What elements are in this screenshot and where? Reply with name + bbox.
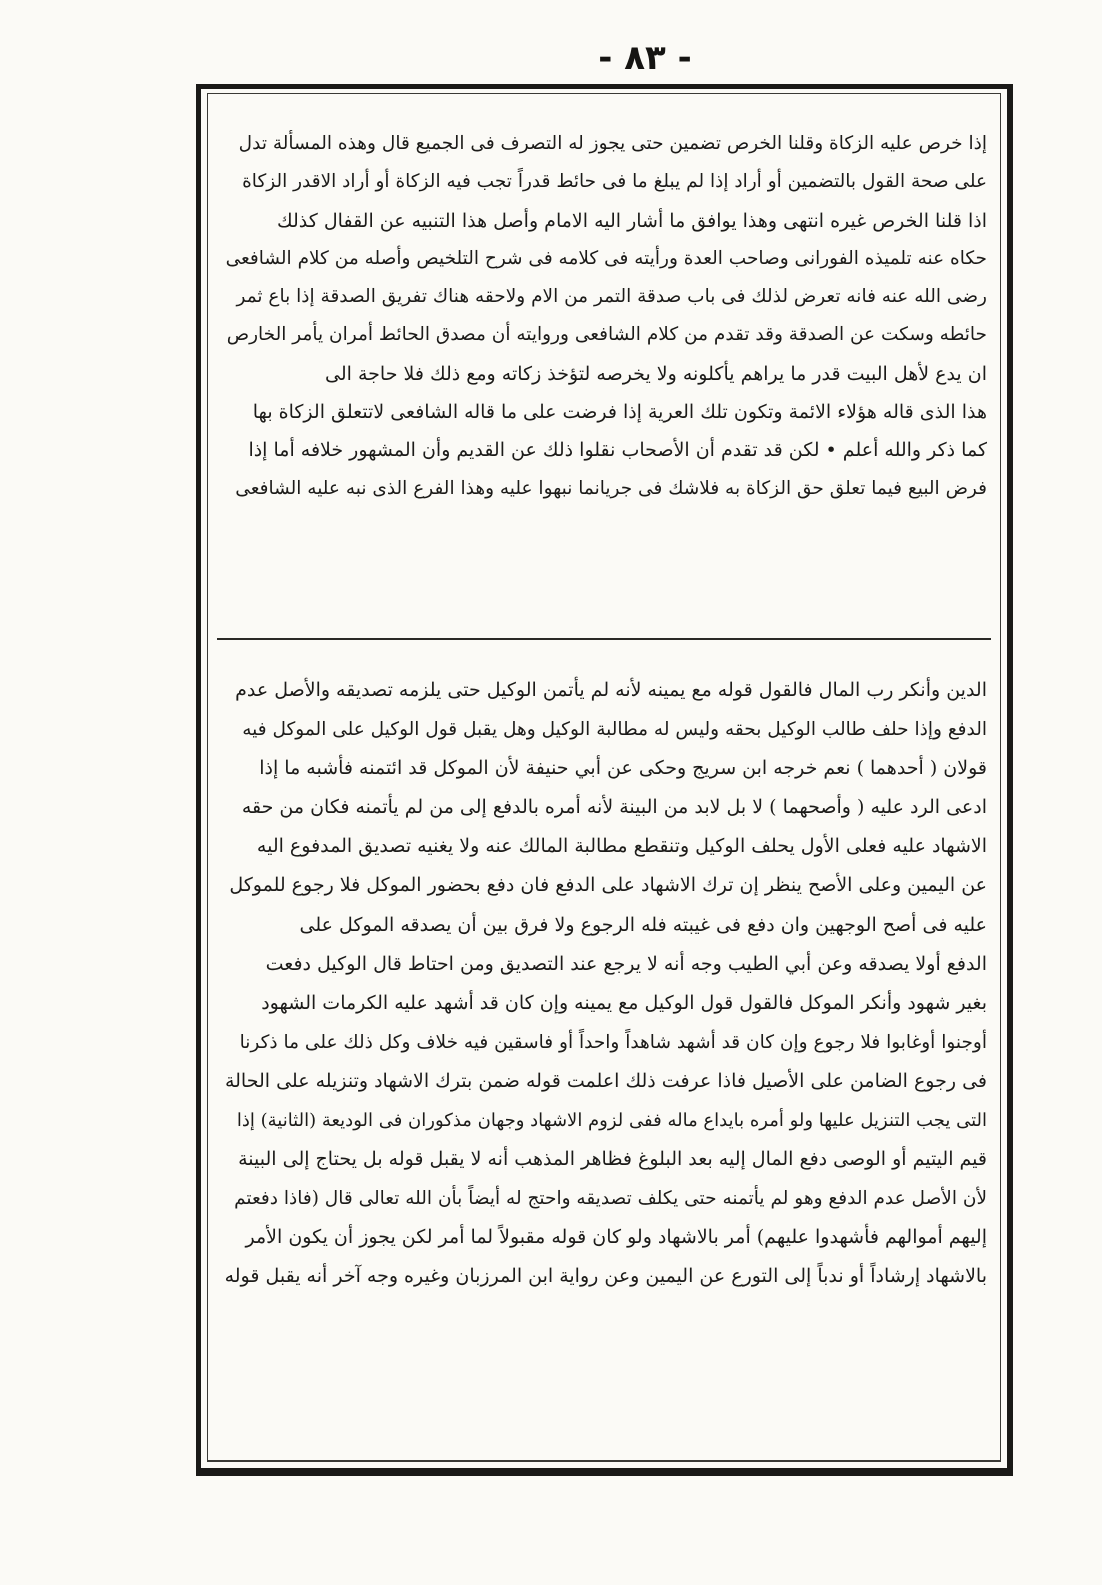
text-line: ادعى الرد عليه ( وأصحهما ) لا بل لابد من البينة لأنه أمره بالدفع إلى من لم يأتمنه فكان من حقه (241, 796, 987, 819)
text-line: فرض البيع فيما تعلق حق الزكاة به فلاشك فى جريانما نبهوا عليه وهذا الفرع الذى نبه عليه الشافعى (235, 477, 987, 499)
text-line: أوجنوا أوغابوا فلا رجوع وإن كان قد أشهد شاهداً واحداً أو فاسقين فيه خلاف وكل ذلك على ما ذكرنا (239, 1031, 987, 1053)
text-line: كما ذكر والله أعلم • لكن قد تقدم أن الأصحاب نقلوا ذلك عن القديم وأن المشهور خلافه أما إذا (248, 439, 987, 462)
text-line: هذا الذى قاله هؤلاء الائمة وتكون تلك العرية إذا فرضت على ما قاله الشافعى لاتتعلق الزكاة بها (252, 401, 987, 424)
text-line: حكاه عنه تلميذه الفورانى وصاحب العدة ورأيته فى كلامه فى شرح التلخيص وأصله من كلام الشافعى (225, 247, 987, 269)
text-line: بالاشهاد إرشاداً أو ندباً إلى التورع عن اليمين وعن رواية ابن المرزبان وغيره وجه آخر أنه يقبل قوله (224, 1265, 987, 1288)
text-line: حائطه وسكت عن الصدقة وقد تقدم من كلام الشافعى وروايته أن مصدق الحائط أمران يأمر الخارص (226, 324, 987, 346)
text-line: التى يجب التنزيل عليها ولو أمره بايداع ماله ففى لزوم الاشهاد وجهان مذكوران فى الوديعة (الثانية) إذا (236, 1110, 987, 1132)
text-line: إليهم أموالهم فأشهدوا عليهم) أمر بالاشهاد ولو كان قوله مقبولاً لما أمر لكن يجوز أن يكون الأمر (245, 1226, 987, 1249)
text-line: اذا قلنا الخرص غيره انتهى وهذا يوافق ما أشار اليه الامام وأصل هذا التنبيه عن القفال كذلك (277, 209, 987, 232)
text-line: لأن الأصل عدم الدفع وهو لم يأتمنه حتى يكلف تصديقه واحتج له أيضاً بأن الله تعالى قال (فاذا دفعتم (234, 1188, 987, 1210)
upper-text-block (223, 125, 987, 508)
text-line: عليه فى أصح الوجهين وان دفع فى غيبته فله الرجوع ولا فرق بين أن يصدقه الموكل على (299, 913, 987, 936)
section-divider (217, 638, 991, 640)
text-line: على صحة القول بالتضمين أو أراد إذا لم يبلغ ما فى حائط قدراً تجب فيه الزكاة أو أراد الاقدر الزكاة (242, 171, 987, 193)
text-line: قولان ( أحدهما ) نعم خرجه ابن سريج وحكى عن أبي حنيفة لأن الموكل قد ائتمنه فأشبه ما إذا (259, 757, 987, 780)
text-line: فى رجوع الضامن على الأصيل فاذا عرفت ذلك اعلمت قوله ضمن بترك الاشهاد وتنزيله على الحالة (224, 1069, 987, 1092)
text-line: الدفع أولا يصدقه وعن أبي الطيب وجه أنه لا يرجع عند التصديق ومن احتاط قال الوكيل دفعت (265, 952, 987, 975)
page-number: - ٨٣ - (598, 38, 692, 78)
text-line: عن اليمين وعلى الأصح ينظر إن ترك الاشهاد على الدفع فان دفع بحضور الموكل فلا رجوع للموكل (229, 874, 987, 897)
text-line: الاشهاد عليه فعلى الأول يحلف الوكيل وتنقطع مطالبة المالك عنه ولا يغنيه تصديق المدفوع اليه (256, 835, 987, 858)
text-line: رضى الله عنه فانه تعرض لذلك فى باب صدقة التمر من الام ولاحقه هناك تفريق الصدقة إذا باع ثمر (236, 286, 987, 308)
text-line: ان يدع لأهل البيت قدر ما يراهم يأكلونه ولا يخرصه لتؤخذ زكاته ومع ذلك فلا حاجة الى (325, 362, 987, 385)
text-line: قيم اليتيم أو الوصى دفع المال إليه بعد البلوغ فظاهر المذهب أنه لا يقبل قوله بل يحتاج إلى البينة (238, 1148, 987, 1171)
text-line: بغير شهود وأنكر الموكل فالقول قول الوكيل مع يمينه وإن كان قد أشهد عليه الكرمات الشهود (261, 991, 987, 1014)
text-line: الدفع وإذا حلف طالب الوكيل بحقه وليس له مطالبة الوكيل وهل يقبل قول الوكيل على الموكل فيه (242, 719, 987, 741)
lower-text-block (223, 671, 987, 1297)
text-line: الدين وأنكر رب المال فالقول قوله مع يمينه لأنه لم يأتمن الوكيل حتى يلزمه تصديقه والأصل عدم (235, 679, 987, 701)
page-frame (196, 84, 1013, 1476)
text-line: إذا خرص عليه الزكاة وقلنا الخرص تضمين حتى يجوز له التصرف فى الجميع قال وهذه المسألة تدل (238, 133, 987, 154)
